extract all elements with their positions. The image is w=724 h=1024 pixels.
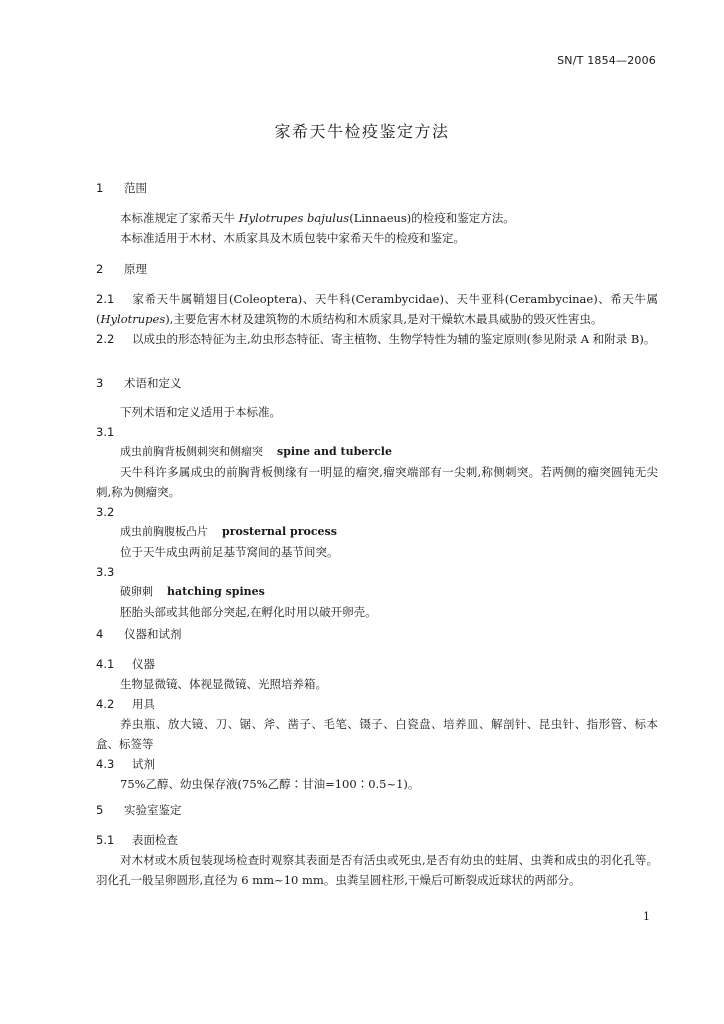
clause-4-3-heading: 4.3 试剂	[96, 757, 155, 771]
section-1	[96, 178, 658, 198]
section-2	[96, 259, 658, 279]
clause-4-1-text: 生物显微镜、体视显微镜、光照培养箱。	[120, 677, 327, 691]
section-3	[96, 373, 658, 393]
section-3-heading: 3 术语和定义	[96, 376, 182, 390]
page-number: 1	[643, 910, 650, 923]
section-5-heading: 5 实验室鉴定	[96, 803, 182, 817]
standard-number: SN/T 1854—2006	[557, 54, 656, 67]
term-3-1-title: 成虫前胸背板侧刺突和侧瘤突 spine and tubercle	[120, 445, 392, 458]
clause-5-1-text: 对木材或木质包装现场检查时观察其表面是否有活虫或死虫,是否有幼虫的蛀屑、虫粪和成虫的羽化孔等。羽化孔一般呈卵圆形,直径为 6 mm~10 mm。虫粪呈圆柱形,干燥后可断裂成近球状的两部分。	[96, 853, 658, 887]
section-2-body	[96, 289, 658, 349]
section-5-body	[96, 830, 658, 890]
term-3-2-number: 3.2	[96, 505, 115, 519]
term-3-1-number: 3.1	[96, 425, 115, 439]
term-3-1-definition: 天牛科许多属成虫的前胸背板侧缘有一明显的瘤突,瘤突端部有一尖刺,称侧刺突。若两侧的瘤突圆钝无尖刺,称为侧瘤突。	[96, 465, 658, 499]
clause-2-1: 2.1 家希天牛属鞘翅目(Coleoptera)、天牛科(Cerambycidae)、天牛亚科(Cerambycinae)、希天牛属(Hylotrupes),主要危害木材及建筑物的木质结构和木质家具,是对干燥软木最具威胁的毁灭性害虫。	[96, 292, 658, 326]
section-1-paragraph-1: 本标准规定了家希天牛 Hylotrupes bajulus(Linnaeus)的检疫和鉴定方法。	[120, 211, 515, 225]
term-3-3-definition: 胚胎头部或其他部分突起,在孵化时用以破开卵壳。	[120, 605, 377, 619]
clause-4-2-text: 养虫瓶、放大镜、刀、锯、斧、凿子、毛笔、镊子、白瓷盘、培养皿、解剖针、昆虫针、指形管、标本盒、标签等	[96, 717, 658, 751]
term-3-2-title: 成虫前胸腹板凸片 prosternal process	[120, 525, 337, 538]
section-4-body	[96, 654, 658, 794]
section-2-heading: 2 原理	[96, 262, 147, 276]
clause-4-3-text: 75%乙醇、幼虫保存液(75%乙醇∶甘油=100∶0.5~1)。	[120, 777, 420, 791]
section-5	[96, 800, 658, 820]
term-3-2-definition: 位于天牛成虫两前足基节窝间的基节间突。	[120, 545, 339, 559]
term-3-3-title: 破卵刺 hatching spines	[120, 585, 265, 598]
clause-5-1-heading: 5.1 表面检查	[96, 833, 178, 847]
clause-4-2-heading: 4.2 用具	[96, 697, 155, 711]
document-title: 家希天牛检疫鉴定方法	[274, 122, 450, 141]
section-1-body	[96, 208, 658, 248]
term-3-3-number: 3.3	[96, 565, 115, 579]
terms-intro: 下列术语和定义适用于本标准。	[120, 405, 281, 419]
section-4-heading: 4 仪器和试剂	[96, 627, 182, 641]
section-3-body	[96, 402, 658, 622]
clause-4-1-heading: 4.1 仪器	[96, 657, 155, 671]
section-1-paragraph-2: 本标准适用于木材、木质家具及木质包装中家希天牛的检疫和鉴定。	[120, 231, 465, 245]
section-1-heading: 1 范围	[96, 181, 147, 195]
section-4	[96, 624, 658, 644]
clause-2-2: 2.2 以成虫的形态特征为主,幼虫形态特征、寄主植物、生物学特性为辅的鉴定原则(参见附录 A 和附录 B)。	[96, 332, 656, 346]
